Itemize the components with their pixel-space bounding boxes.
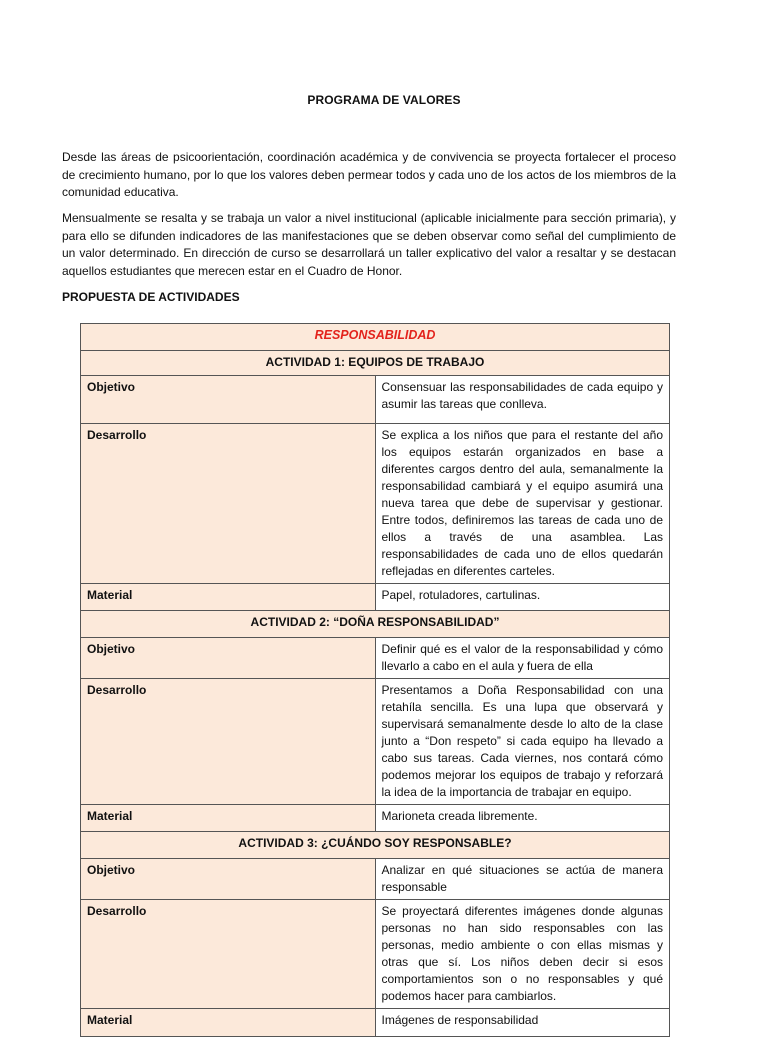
material-label: Material: [81, 584, 376, 611]
material-label: Material: [81, 1009, 376, 1037]
development-label: Desarrollo: [81, 900, 376, 1009]
activity-title-row: [81, 351, 670, 376]
activity-1-material: Papel, rotuladores, cartulinas.: [375, 584, 670, 611]
value-title-row: [81, 324, 670, 351]
intro-paragraph: Desde las áreas de psicoorientación, coordinación académica y de convivencia se proyecta fortalecer el proceso de crecimiento humano, por lo que los valores deben permear todos y cada uno de los actos de los miembros de la comunidad educativa.: [62, 150, 676, 199]
activity-1-development-row: [81, 424, 670, 584]
page-title: PROGRAMA DE VALORES: [307, 93, 461, 107]
activities-table: [80, 323, 670, 1037]
objective-label: Objetivo: [81, 638, 376, 679]
activity-3-objective: Analizar en qué situaciones se actúa de manera responsable: [375, 859, 670, 900]
activity-3-objective-row: [81, 859, 670, 900]
activity-1-title: ACTIVIDAD 1: EQUIPOS DE TRABAJO: [81, 351, 670, 376]
activity-3-development: Se proyectará diferentes imágenes donde algunas personas no han sido responsables con las personas, medio ambiente o con ellas mismas y otras que sí. Los niños deben decir si esos comportamientos son o no responsables y qué podemos hacer para cambiarlos.: [375, 900, 670, 1009]
value-title: RESPONSABILIDAD: [81, 324, 670, 351]
development-label: Desarrollo: [81, 679, 376, 805]
activity-1-objective: Consensuar las responsabilidades de cada equipo y asumir las tareas que conlleva.: [375, 376, 670, 424]
activity-3-development-row: [81, 900, 670, 1009]
objective-label: Objetivo: [81, 859, 376, 900]
activity-3-material: Imágenes de responsabilidad: [375, 1009, 670, 1037]
activity-3-title: ACTIVIDAD 3: ¿CUÁNDO SOY RESPONSABLE?: [81, 832, 670, 859]
activity-2-material: Marioneta creada libremente.: [375, 805, 670, 832]
activity-title-row: [81, 832, 670, 859]
monthly-value-paragraph: Mensualmente se resalta y se trabaja un valor a nivel institucional (aplicable inicialmente para sección primaria), y para ello se difunden indicadores de las manifestaciones que se deben observar como señal del cumplimiento de un valor determinado. En dirección de curso se desarrollará un taller explicativo del valor a resaltar y se destacan aquellos estudiantes que merecen estar en el Cuadro de Honor.: [62, 211, 676, 278]
activity-1-objective-row: [81, 376, 670, 424]
activity-1-development: Se explica a los niños que para el restante del año los equipos estarán organizados en base a diferentes cargos dentro del aula, semanalmente la responsabilidad cambiará y el equipo asumirá una nueva tarea que debe de supervisar y gestionar. Entre todos, definiremos las tareas de cada uno de ellos a través de una asamblea. Las responsabilidades de cada uno de ellos quedarán reflejadas en diferentes carteles.: [375, 424, 670, 584]
activity-3-material-row: [81, 1009, 670, 1037]
development-label: Desarrollo: [81, 424, 376, 584]
activity-2-material-row: [81, 805, 670, 832]
material-label: Material: [81, 805, 376, 832]
activity-2-objective: Definir qué es el valor de la responsabilidad y cómo llevarlo a cabo en el aula y fuera de ella: [375, 638, 670, 679]
section-heading: PROPUESTA DE ACTIVIDADES: [62, 290, 240, 304]
activity-1-material-row: [81, 584, 670, 611]
activity-2-development: Presentamos a Doña Responsabilidad con una retahíla sencilla. Es una lupa que observará y supervisará semanalmente desde lo alto de la clase junto a “Don respeto” si cada equipo ha llevado a cabo sus tareas. Cada viernes, nos contará cómo podemos mejorar los equipos de trabajo y reforzará la idea de la importancia de trabajar en equipo.: [375, 679, 670, 805]
activity-2-development-row: [81, 679, 670, 805]
activity-2-title: ACTIVIDAD 2: “DOÑA RESPONSABILIDAD”: [81, 611, 670, 638]
activity-title-row: [81, 611, 670, 638]
activity-2-objective-row: [81, 638, 670, 679]
objective-label: Objetivo: [81, 376, 376, 424]
